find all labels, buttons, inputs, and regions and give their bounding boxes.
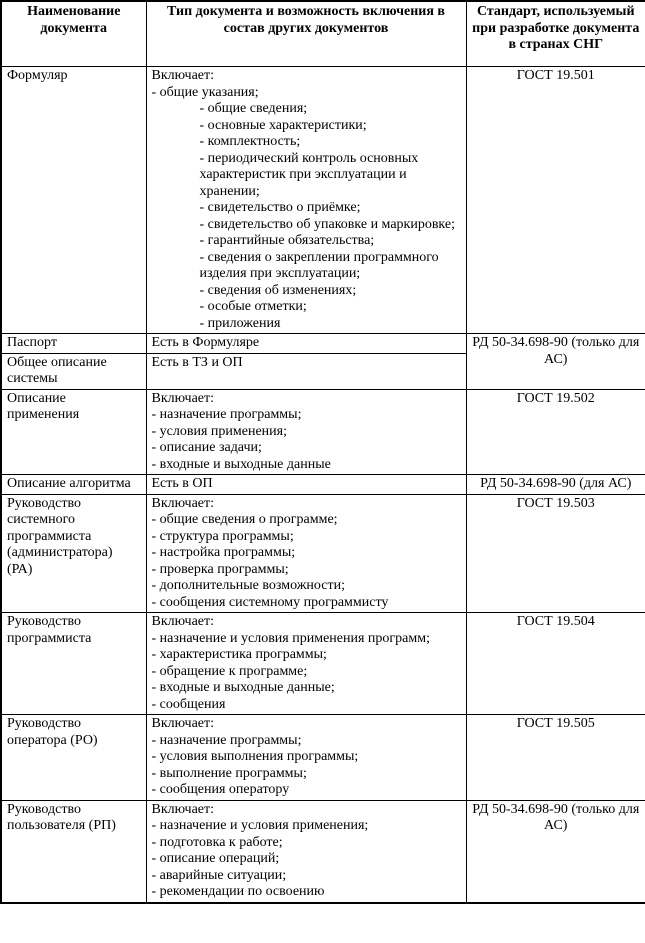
document-type-cell [146,389,466,475]
table-row [1,715,645,801]
table-row [1,389,645,475]
content-line: - сообщения системному программисту [151,594,389,610]
content-line: Включает: [151,801,215,817]
table-row [1,800,645,903]
document-name-cell: Общее описание системы [1,353,146,389]
table-row [1,475,645,495]
content-line: Есть в Формуляре [151,335,260,350]
document-type-cell [146,353,466,389]
column-header-standard: Стандарт, используемый при разработке документа в странах СНГ [466,1,645,67]
standard-cell: РД 50-34.698-90 (для АС) [466,475,645,495]
content-line: - назначение и условия применения программ; [151,630,430,646]
content-line: Включает: [151,614,215,629]
standard-cell: ГОСТ 19.503 [466,494,645,613]
content-line: - приложения [199,315,281,331]
content-line: - описание задачи; [151,440,262,455]
header-row [1,1,645,67]
content-line: Есть в ОП [151,476,213,491]
document-name-cell: Руководство программиста [1,613,146,715]
standard-cell: ГОСТ 19.504 [466,613,645,715]
content-line: - назначение программы; [151,407,302,422]
content-line: - особые отметки; [199,299,307,314]
standard-cell: РД 50-34.698-90 (только для АС) [466,334,645,390]
content-line: - выполнение программы; [151,765,307,781]
table-row [1,334,645,354]
content-line: - рекомендации по освоению [151,884,325,899]
content-line: - условия выполнения программы; [151,749,359,764]
content-line: - дополнительные возможности; [151,578,345,593]
standard-cell: ГОСТ 19.501 [466,67,645,334]
content-line: - обращение к программе; [151,663,308,679]
document-type-cell [146,494,466,613]
document-name-cell: Паспорт [1,334,146,354]
content-line: Включает: [151,495,215,511]
content-line: - общие указания; [151,84,259,100]
content-line: - общие сведения; [199,101,308,116]
content-line: - свидетельство о приёмке; [199,200,361,215]
content-line: - настройка программы; [151,545,296,560]
content-line: Есть в ТЗ и ОП [151,354,243,370]
document-type-cell [146,475,466,495]
content-line: - назначение программы; [151,732,302,748]
content-line: - основные характеристики; [199,117,367,133]
standard-cell: РД 50-34.698-90 (только для АС) [466,800,645,903]
document-name-cell: Руководство пользователя (РП) [1,800,146,903]
document-type-cell [146,715,466,801]
content-line: - проверка программы; [151,561,289,577]
content-line: - структура программы; [151,528,294,544]
content-line: - сообщения [151,696,226,712]
content-line: - гарантийные обязательства; [199,233,375,248]
content-line: Включает: [151,390,215,406]
document-type-cell [146,613,466,715]
content-line: - комплектность; [199,134,301,149]
document-name-cell: Описание применения [1,389,146,475]
content-line: - характеристика программы; [151,647,327,662]
document-name-cell: Формуляр [1,67,146,334]
content-line: - общие сведения о программе; [151,512,338,527]
document-type-cell [146,334,466,354]
content-line: - свидетельство об упаковке и маркировке; [199,216,455,232]
table-row [1,494,645,613]
column-header-document-type: Тип документа и возможность включения в состав других документов [146,1,466,67]
content-line: - сведения об изменениях; [199,282,357,298]
document-name-cell: Руководство оператора (РО) [1,715,146,801]
content-line: Включает: [151,716,215,731]
document-type-cell [146,800,466,903]
content-line: - аварийные ситуации; [151,867,287,883]
column-header-document-name: Наименование документа [1,1,146,67]
content-line: - входные и выходные данные; [151,680,335,695]
document-type-cell [146,67,466,334]
content-line: - входные и выходные данные [151,456,331,472]
standard-cell: ГОСТ 19.505 [466,715,645,801]
content-line: - подготовка к работе; [151,834,283,850]
content-line: - назначение и условия применения; [151,818,369,833]
document-name-cell: Руководство системного программиста (администратора) (РА) [1,494,146,613]
document-name-cell: Описание алгоритма [1,475,146,495]
content-line: - условия применения; [151,423,287,439]
content-line: - описание операций; [151,851,280,866]
table-row [1,613,645,715]
content-line: - сообщения оператору [151,782,290,797]
content-line: Включает: [151,68,215,83]
content-line: - периодический контроль основных характеристик при эксплуатации и хранении; [199,150,419,199]
table-row [1,67,645,334]
table-body [1,67,645,903]
content-line: - сведения о закреплении программного изделия при эксплуатации; [199,249,439,281]
standard-cell: ГОСТ 19.502 [466,389,645,475]
